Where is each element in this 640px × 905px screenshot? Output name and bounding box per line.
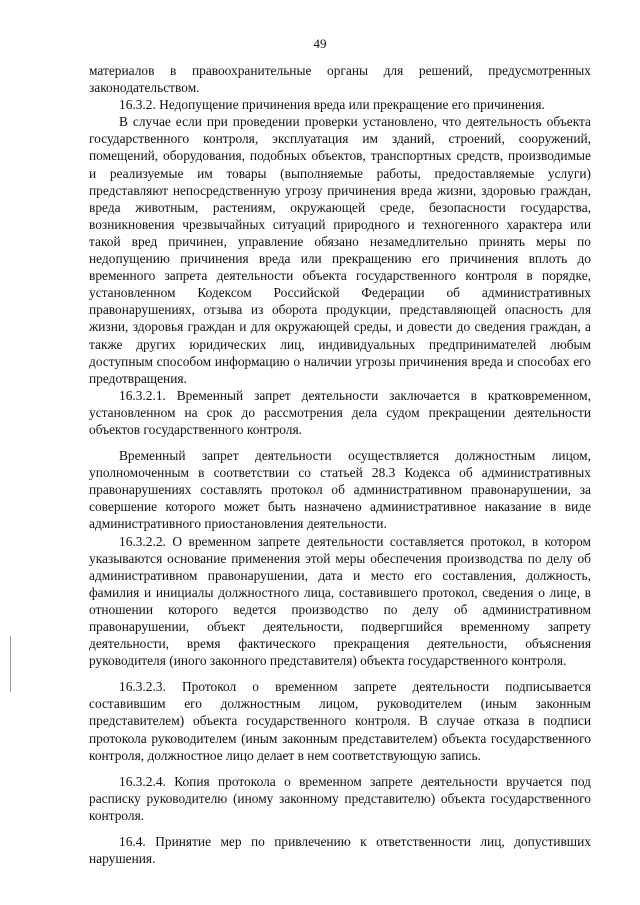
scan-edge-mark	[10, 636, 11, 692]
page-number: 49	[313, 36, 327, 51]
paragraph-heading-16-3-2: 16.3.2. Недопущение причинения вреда или прекращение его причинения.	[119, 97, 545, 113]
paragraph-16-3-2-1: 16.3.2.1. Временный запрет деятельности заключается в кратковременном, установленном на срок до рассмотрения дела судом прекращении деятельности объектов государственного контроля.	[89, 387, 591, 437]
document-body	[89, 62, 591, 867]
paragraph-16-3-2-3: 16.3.2.3. Протокол о временном запрете деятельности подписывается составившим его должностным лицом, руководителем (иным законным представителем) объекта государственного контроля. В случае отказа в подписи протокола руководителем (иным законным представителем) объекта государственного контроля, должностное лицо делает в нем соответствующую запись.	[89, 679, 591, 763]
paragraph-temporary-ban-official: Временный запрет деятельности осуществляется должностным лицом, уполномоченным в соответствии со статьей 28.3 Кодекса об административных правонарушениях составлять протокол об административном правонарушении, за совершение которого может быть назначено административное наказание в виде административного приостановления деятельности.	[89, 448, 591, 532]
paragraph-16-3-2-2: 16.3.2.2. О временном запрете деятельности составляется протокол, в котором указываются основание применения этой меры обеспечения производства по делу об административном правонарушении, дата и место его составления, должность, фамилия и инициалы должностного лица, составившего протокол, сведения о лице, в отношении которого ведется производство по делу об административном правонарушении, объект деятельности, подвергшийся временному запрету деятельности, время фактического прекращения деятельности, объяснения руководителя (иного законного представителя) объекта государственного контроля.	[89, 533, 591, 669]
paragraph-16-4: 16.4. Принятие мер по привлечению к ответственности лиц, допустивших нарушения.	[89, 834, 591, 867]
paragraph-harm-prevention: В случае если при проведении проверки установлено, что деятельность объекта государственного контроля, эксплуатация им зданий, строений, сооружений, помещений, оборудования, подобных объектов, транспортных средств, производимые и реализуемые им товары (выполняемые работы, предоставляемые услуги) представляют непосредственную угрозу причинения вреда жизни, здоровью граждан, вреда животным, растениям, окружающей среде, безопасности государства, возникновения чрезвычайных ситуаций природного и техногенного характера или такой вред причинен, управление обязано незамедлительно принять меры по недопущению причинения вреда или прекращению его причинения вплоть до временного запрета деятельности объекта государственного контроля в порядке, установленном Кодексом Российской Федерации об административных правонарушениях, отзыва из оборота продукции, представляющей опасность для жизни, здоровья граждан и для окружающей среды, и довести до сведения граждан, а также других юридических лиц, индивидуальных предпринимателей любым доступным способом информацию о наличии угрозы причинения вреда и способах его предотвращения.	[89, 114, 591, 386]
paragraph-16-3-2-4: 16.3.2.4. Копия протокола о временном запрете деятельности вручается под расписку руководителю (иному законному представителю) объекта государственного контроля.	[89, 773, 591, 823]
paragraph-continuation: материалов в правоохранительные органы для решений, предусмотренных законодательством.	[89, 63, 591, 96]
